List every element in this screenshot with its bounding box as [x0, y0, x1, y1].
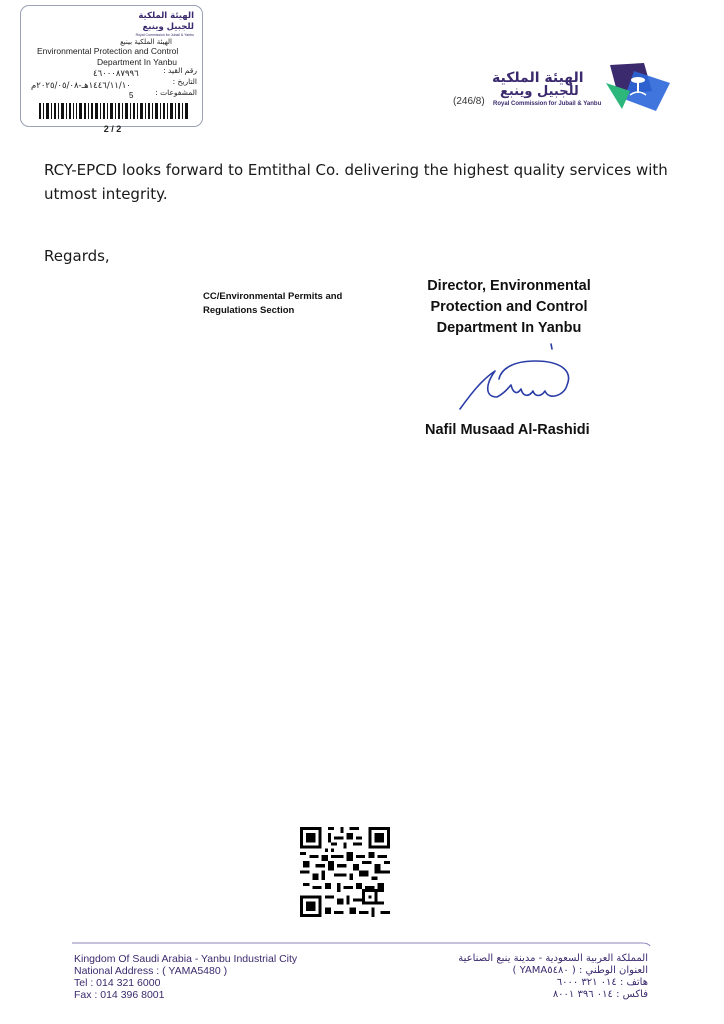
- signatory-title-line2: Protection and Control: [430, 299, 588, 315]
- footer-divider: [72, 941, 652, 947]
- stamp-date-value: ١٤٤٦/١١/١٠هـ-٢٠٢٥/٠٥/٠٨م: [31, 81, 131, 91]
- closing-paragraph: RCY-EPCD looks forward to Emtithal Co. delivering the highest quality services with utmost integrity.: [44, 161, 668, 203]
- stamp-department-line1: Environmental Protection and Control: [37, 46, 179, 56]
- logo-ar-line2: للجبيل وينبع: [500, 84, 579, 99]
- footer-national-address-ar: العنوان الوطني : ( YAMA٥٤٨٠ ): [512, 965, 648, 976]
- stamp-date-label: التاريخ :: [172, 77, 197, 86]
- footer-tel-ar: هاتف : ٠١٤ ٣٢١ ٦٠٠٠: [556, 977, 648, 988]
- footer-fax-en: Fax : 014 396 8001: [74, 989, 165, 1001]
- stamp-page-number: 2 / 2: [103, 124, 122, 134]
- palm-and-swords-emblem-icon: [604, 61, 674, 113]
- stamp-logo-ar-line1: الهيئة الملكية: [138, 11, 194, 21]
- qr-code-icon: [300, 827, 390, 917]
- barcode-icon: [39, 103, 189, 119]
- footer-address-en: Kingdom Of Saudi Arabia - Yanbu Industrial City: [74, 953, 298, 965]
- logo-en: Royal Commission for Jubail & Yanbu: [493, 101, 602, 107]
- document-stamp: [20, 5, 203, 134]
- signer-name: Nafil Musaad Al-Rashidi: [425, 422, 590, 438]
- stamp-attachments-value: 5: [129, 91, 134, 100]
- stamp-logo-ar-line2: للجبيل وينبع: [142, 22, 194, 32]
- stamp-logo-en: Royal Commission for Jubail & Yanbu: [135, 33, 194, 37]
- stamp-department-line2: Department In Yanbu: [97, 57, 178, 67]
- stamp-attachments-label: المشفوعات :: [155, 88, 197, 97]
- cc-line1: CC/Environmental Permits and: [203, 291, 343, 302]
- cc-line2: Regulations Section: [203, 305, 295, 316]
- footer-address-ar: المملكة العربية السعودية - مدينة ينبع الصناعية: [458, 953, 648, 964]
- handwritten-signature: [455, 341, 585, 413]
- signatory-title-line1: Director, Environmental: [427, 278, 591, 294]
- reference-number: (246/8): [453, 96, 485, 107]
- logo-ar-line1: الهيئة الملكية: [492, 70, 584, 86]
- footer-national-address-en: National Address : ( YAMA5480 ): [74, 965, 228, 977]
- stamp-ref-value: ٤٦٠٠٠٨٧٩٩٦: [93, 69, 139, 79]
- signatory-title-line3: Department In Yanbu: [436, 320, 582, 336]
- regards-text: Regards,: [44, 247, 110, 265]
- footer-tel-en: Tel : 014 321 6000: [74, 977, 161, 989]
- cc-block: [203, 290, 342, 318]
- stamp-org-ar: الهيئة الملكية بينبع: [120, 38, 172, 46]
- footer-fax-ar: فاكس : ٠١٤ ٣٩٦ ٨٠٠١: [552, 989, 648, 1000]
- signatory-title: [414, 276, 604, 339]
- stamp-ref-label: رقم القيد :: [163, 66, 197, 75]
